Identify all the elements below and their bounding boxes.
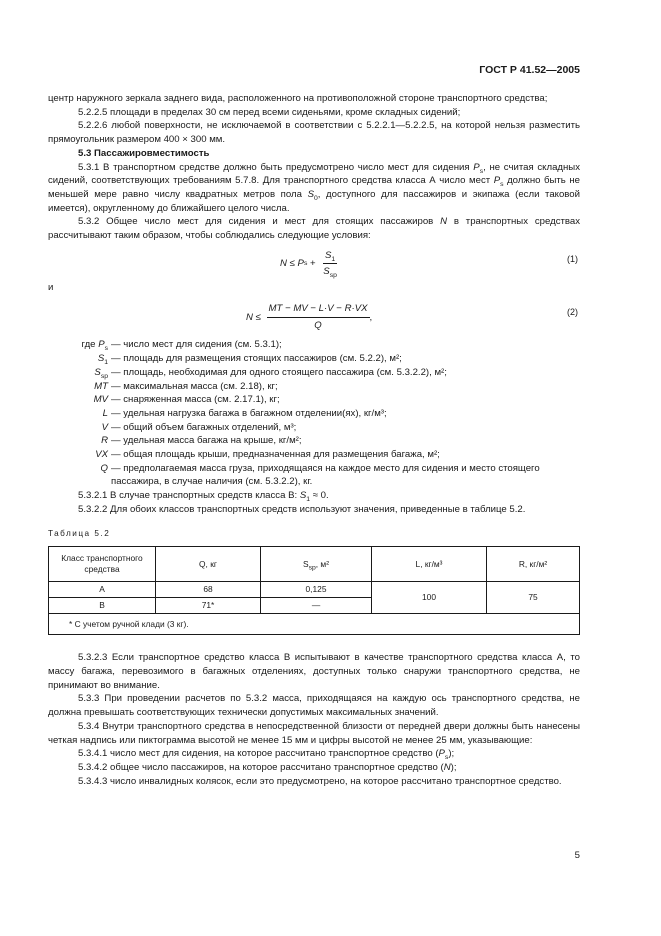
- formula-1: [48, 243, 580, 279]
- definition-row: L — удельная нагрузка багажа в багажном отделении(ях), кг/м³;: [102, 407, 387, 419]
- definition-row: R — удельная масса багажа на крыше, кг/м²;: [101, 435, 302, 447]
- definition-row: VX — общая площадь крыши, предназначенная для размещения багажа, м²;: [95, 449, 440, 461]
- formula-2: [48, 296, 580, 332]
- section-heading-5-3: 5.3 Пассажировместимость: [78, 147, 210, 159]
- table-5-2: [48, 546, 580, 635]
- header-q: Q, кг: [156, 547, 261, 582]
- clause-5-3-2-2: 5.3.2.2 Для обоих классов транспортных средств используют значения, приведенные в таблице 5.2.: [78, 503, 526, 515]
- table-row: А 68 0,125 100 75: [49, 582, 580, 598]
- clause-5-2-2-6: 5.2.2.6 любой поверхности, не исключаемой в соответствии с 5.2.2.1—5.2.2.5, на которой нельзя разместить прямоугольник размером 400 × 300 мм.: [48, 120, 580, 146]
- document-page: [48, 0, 580, 936]
- paragraph-continuation: центр наружного зеркала заднего вида, расположенного на противоположной стороне транспортного средства;: [48, 93, 548, 104]
- definition-row: Q — предполагаемая масса груза, приходящаяся на каждое место для сидения и место стоящего пассажира, в случае наличия (см. 5.3.2.2), кг.: [100, 462, 540, 488]
- table-note-row: [49, 614, 580, 635]
- merged-r-value: 75: [487, 582, 580, 614]
- header-ssp: $S_{sp}$, м²: [261, 547, 372, 582]
- table-header-row: [49, 547, 580, 582]
- header-l: L, кг/м³: [372, 547, 487, 582]
- definition-row: MV — снаряженная масса (см. 2.17.1), кг;: [93, 394, 280, 406]
- formula-1-expression: N ≤ P s + $\frac{S_1}{S_{sp}}$: [280, 249, 337, 280]
- clause-5-3-3: 5.3.3 При проведении расчетов по 5.3.2 масса, приходящаяся на каждую ось транспортного средства, не должна превышать соответствующих технически допустимых максимальных значений.: [48, 693, 580, 719]
- main-text: [48, 92, 580, 788]
- definition-row: $S_{sp}$ — площадь, необходимая для одного стоящего пассажира (см. 5.3.2.2), м²;: [94, 366, 447, 380]
- clause-5-3-1: 5.3.1 В транспортном средстве должно быть предусмотрено число мест для сидения $P_s$, не считая складных сидений, соответствующих требованиям 5.7.8. Для транспортного средства класса А число мест $P_s$ должно быть не меньшей мере равно числу квадратных метров пола $S_0$, доступного для пассажиров и экипажа (если таковой имеется), округленному до ближайшего целого числа.: [48, 161, 580, 214]
- definition-row: MT — максимальная масса (см. 2.18), кг;: [94, 380, 278, 392]
- clause-5-3-4-3: 5.3.4.3 число инвалидных колясок, если это предусмотрено, на которое рассчитано транспортное средство.: [78, 775, 562, 787]
- table-caption: Таблица 5.2: [48, 528, 111, 538]
- clause-5-3-2: 5.3.2 Общее число мест для сидения и мест для стоящих пассажиров N в транспортных средствах рассчитывают таким образом, чтобы соблюдались следующие условия:: [48, 216, 581, 242]
- page-number: 5: [574, 850, 580, 861]
- header-r: R, кг/м²: [487, 547, 580, 582]
- clause-5-3-4: 5.3.4 Внутри транспортного средства в непосредственной близости от передней двери должны быть нанесены четкая надпись или пиктограмма высотой не менее 15 мм и цифры высотой не менее 25 мм, указывающие:: [48, 720, 580, 746]
- clause-5-3-4-2: 5.3.4.2 общее число пассажиров, на которое рассчитано транспортное средство (N);: [78, 761, 457, 773]
- formula-2-number: (2): [567, 307, 578, 318]
- merged-l-value: 100: [372, 582, 487, 614]
- clause-5-2-2-5: 5.2.2.5 площади в пределах 30 см перед всеми сиденьями, кроме складных сидений;: [78, 106, 461, 118]
- clause-5-3-2-1: 5.3.2.1 В случае транспортных средств класса В: $S_1 \approx 0$.: [78, 490, 329, 504]
- symbol-definitions: [48, 338, 580, 489]
- formula-1-number: (1): [567, 253, 578, 264]
- definition-row: V — общий объем багажных отделений, м³;: [101, 421, 297, 433]
- header-class: Класс транспортного средства: [49, 547, 156, 582]
- definition-row: $S_1$ — площадь для размещения стоящих пассажиров (см. 5.2.2), м²;: [97, 353, 402, 367]
- table-note: * С учетом ручной клади (3 кг).: [49, 614, 580, 635]
- conjunction-and: и: [48, 281, 54, 293]
- clause-5-3-4-1: 5.3.4.1 число мест для сидения, на которое рассчитано транспортное средство $(P_s)$;: [78, 748, 455, 762]
- clause-5-3-2-3: 5.3.2.3 Если транспортное средство класса В испытывают в качестве транспортного средства класса А, то массу багажа, перевозимого в багажных отделениях, доступных только снаружи транспортного средства, не принимают во внимание.: [48, 652, 580, 691]
- formula-2-expression: N ≤ $\frac{MT - MV - L\cdot V - R\cdot VX}{Q}$ ,: [246, 303, 373, 332]
- definition-row: где $P_s$ — число мест для сидения (см. 5.3.1);: [81, 339, 282, 353]
- table-row: В 71* —: [49, 598, 580, 614]
- document-id: ГОСТ Р 41.52—2005: [479, 64, 580, 76]
